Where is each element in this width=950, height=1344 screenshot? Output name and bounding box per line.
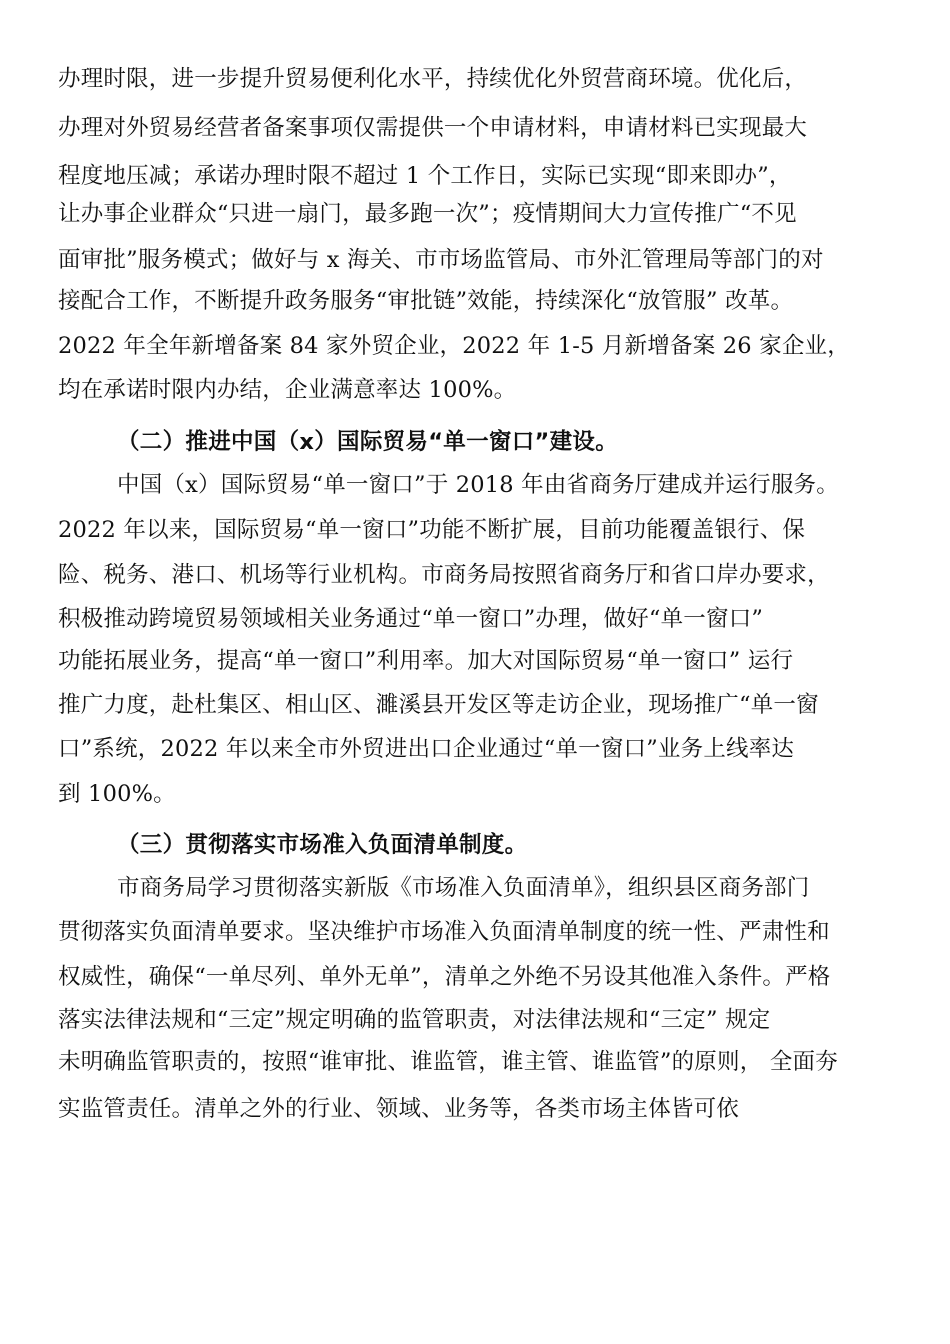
section-heading-2: （二）推进中国（x）国际贸易“单一窗口”建设。	[117, 429, 618, 455]
paragraph-line: 到 100%。	[58, 781, 176, 807]
paragraph-line: 落实法律法规和“三定”规定明确的监管职责，对法律法规和“三定” 规定	[58, 1007, 771, 1033]
paragraph-line: 办理时限，进一步提升贸易便利化水平，持续优化外贸营商环境。优化后，	[58, 66, 808, 92]
paragraph-line: 未明确监管职责的，按照“谁审批、谁监管，谁主管、谁监管”的原则， 全面夯	[58, 1049, 838, 1075]
paragraph-line: 口”系统，2022 年以来全市外贸进出口企业通过“单一窗口”业务上线率达	[58, 736, 795, 762]
paragraph-line: 功能拓展业务，提高“单一窗口”利用率。加大对国际贸易“单一窗口” 运行	[58, 648, 794, 674]
paragraph-line: 推广力度，赴杜集区、相山区、濉溪县开发区等走访企业，现场推广“单一窗	[58, 692, 819, 718]
paragraph-line: 贯彻落实负面清单要求。坚决维护市场准入负面清单制度的统一性、严肃性和	[58, 919, 830, 945]
paragraph-line: 2022 年全年新增备案 84 家外贸企业，2022 年 1-5 月新增备案 26 家企业，	[58, 333, 850, 359]
paragraph-line: 办理对外贸易经营者备案事项仅需提供一个申请材料，申请材料已实现最大	[58, 115, 808, 141]
section-heading-3: （三）贯彻落实市场准入负面清单制度。	[117, 832, 528, 858]
paragraph-line: 市商务局学习贯彻落实新版《市场准入负面清单》，组织县区商务部门	[117, 875, 810, 901]
paragraph-line: 程度地压减；承诺办理时限不超过 1 个工作日，实际已实现“即来即办”，	[58, 163, 792, 189]
paragraph-line: 2022 年以来，国际贸易“单一窗口”功能不断扩展，目前功能覆盖银行、保	[58, 517, 806, 543]
paragraph-line: 险、税务、港口、机场等行业机构。市商务局按照省商务厅和省口岸办要求，	[58, 562, 830, 588]
paragraph-line: 面审批”服务模式；做好与 x 海关、市市场监管局、市外汇管理局等部门的对	[58, 247, 824, 273]
paragraph-line: 让办事企业群众“只进一扇门，最多跑一次”；疫情期间大力宣传推广“不见	[58, 201, 797, 227]
paragraph-line: 实监管责任。清单之外的行业、领域、业务等，各类市场主体皆可依	[58, 1096, 740, 1122]
paragraph-line: 中国（x）国际贸易“单一窗口”于 2018 年由省商务厅建成并运行服务。	[117, 472, 839, 498]
paragraph-line: 接配合工作，不断提升政务服务“审批链”效能，持续深化“放管服” 改革。	[58, 288, 794, 314]
paragraph-line: 均在承诺时限内办结，企业满意率达 100%。	[58, 377, 517, 403]
paragraph-line: 积极推动跨境贸易领域相关业务通过“单一窗口”办理，做好“单一窗口”	[58, 606, 764, 632]
paragraph-line: 权威性，确保“一单尽列、单外无单”，清单之外绝不另设其他准入条件。严格	[58, 964, 831, 990]
